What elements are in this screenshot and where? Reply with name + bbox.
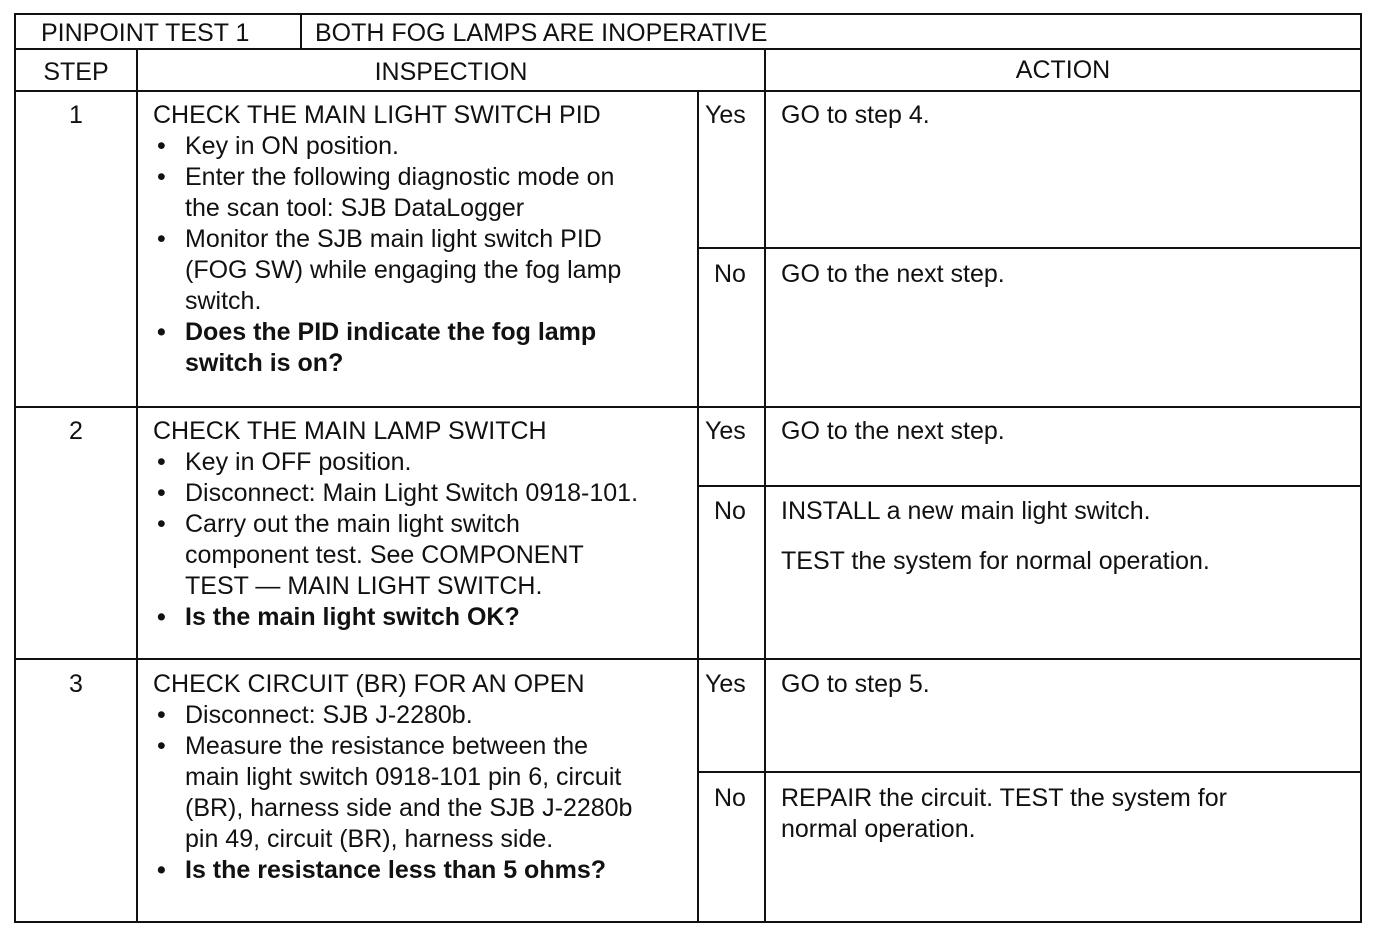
yes-label: Yes xyxy=(705,101,746,129)
no-action-followup: TEST the system for normal operation. xyxy=(781,547,1210,575)
step-question: • Is the main light switch OK? xyxy=(153,602,638,633)
step-question: • Does the PID indicate the fog lamp switch is on? xyxy=(153,317,621,379)
checklist-item: • Key in ON position. xyxy=(153,131,621,162)
checklist-item: • Measure the resistance between the main light switch 0918-101 pin 6, circuit (BR), harness side and the SJB J-2280b pin 49, circuit (BR), harness side. xyxy=(153,731,632,855)
rule-header-divider xyxy=(300,15,302,50)
step-checklist xyxy=(153,447,638,633)
rule-step-col xyxy=(136,48,138,921)
pinpoint-test-table xyxy=(14,13,1362,923)
column-header-action: ACTION xyxy=(1015,56,1111,84)
no-action: GO to the next step. xyxy=(781,260,1005,288)
no-label: No xyxy=(714,497,746,525)
checklist-item: • Monitor the SJB main light switch PID (FOG SW) while engaging the fog lamp switch. xyxy=(153,224,621,317)
pinpoint-test-title: BOTH FOG LAMPS ARE INOPERATIVE xyxy=(315,19,768,47)
no-action: REPAIR the circuit. TEST the system for normal operation. xyxy=(781,784,1227,843)
step-question: • Is the resistance less than 5 ohms? xyxy=(153,855,632,886)
checklist-item: • Disconnect: SJB J-2280b. xyxy=(153,700,632,731)
rule-action-col xyxy=(764,48,766,921)
yes-action: GO to step 4. xyxy=(781,101,930,129)
rule-step2-yes-no xyxy=(697,485,1360,487)
step-title: CHECK THE MAIN LAMP SWITCH xyxy=(153,417,547,445)
rule-answer-col xyxy=(697,90,699,921)
pinpoint-test-label: PINPOINT TEST 1 xyxy=(41,19,250,47)
yes-label: Yes xyxy=(705,417,746,445)
checklist-item: • Carry out the main light switch component test. See COMPONENT TEST — MAIN LIGHT SWITCH. xyxy=(153,509,638,602)
rule-step1-bottom xyxy=(16,406,1360,408)
checklist-item: • Key in OFF position. xyxy=(153,447,638,478)
step-checklist xyxy=(153,700,632,886)
no-action: INSTALL a new main light switch. xyxy=(781,497,1151,525)
checklist-item: • Disconnect: Main Light Switch 0918-101. xyxy=(153,478,638,509)
rule-columns-bottom xyxy=(16,90,1360,92)
column-header-inspection: INSPECTION xyxy=(374,58,528,86)
rule-step3-yes-no xyxy=(697,771,1360,773)
step-number: 3 xyxy=(69,670,83,698)
step-number: 1 xyxy=(69,101,83,129)
checklist-item: • Enter the following diagnostic mode on the scan tool: SJB DataLogger xyxy=(153,162,621,224)
no-label: No xyxy=(714,260,746,288)
step-checklist xyxy=(153,131,621,379)
column-header-step: STEP xyxy=(43,58,109,86)
rule-step1-yes-no xyxy=(697,247,1360,249)
step-title: CHECK THE MAIN LIGHT SWITCH PID xyxy=(153,101,601,129)
rule-step2-bottom xyxy=(16,658,1360,660)
yes-action: GO to the next step. xyxy=(781,417,1005,445)
yes-label: Yes xyxy=(705,670,746,698)
step-number: 2 xyxy=(69,417,83,445)
yes-action: GO to step 5. xyxy=(781,670,930,698)
no-label: No xyxy=(714,784,746,812)
step-title: CHECK CIRCUIT (BR) FOR AN OPEN xyxy=(153,670,585,698)
